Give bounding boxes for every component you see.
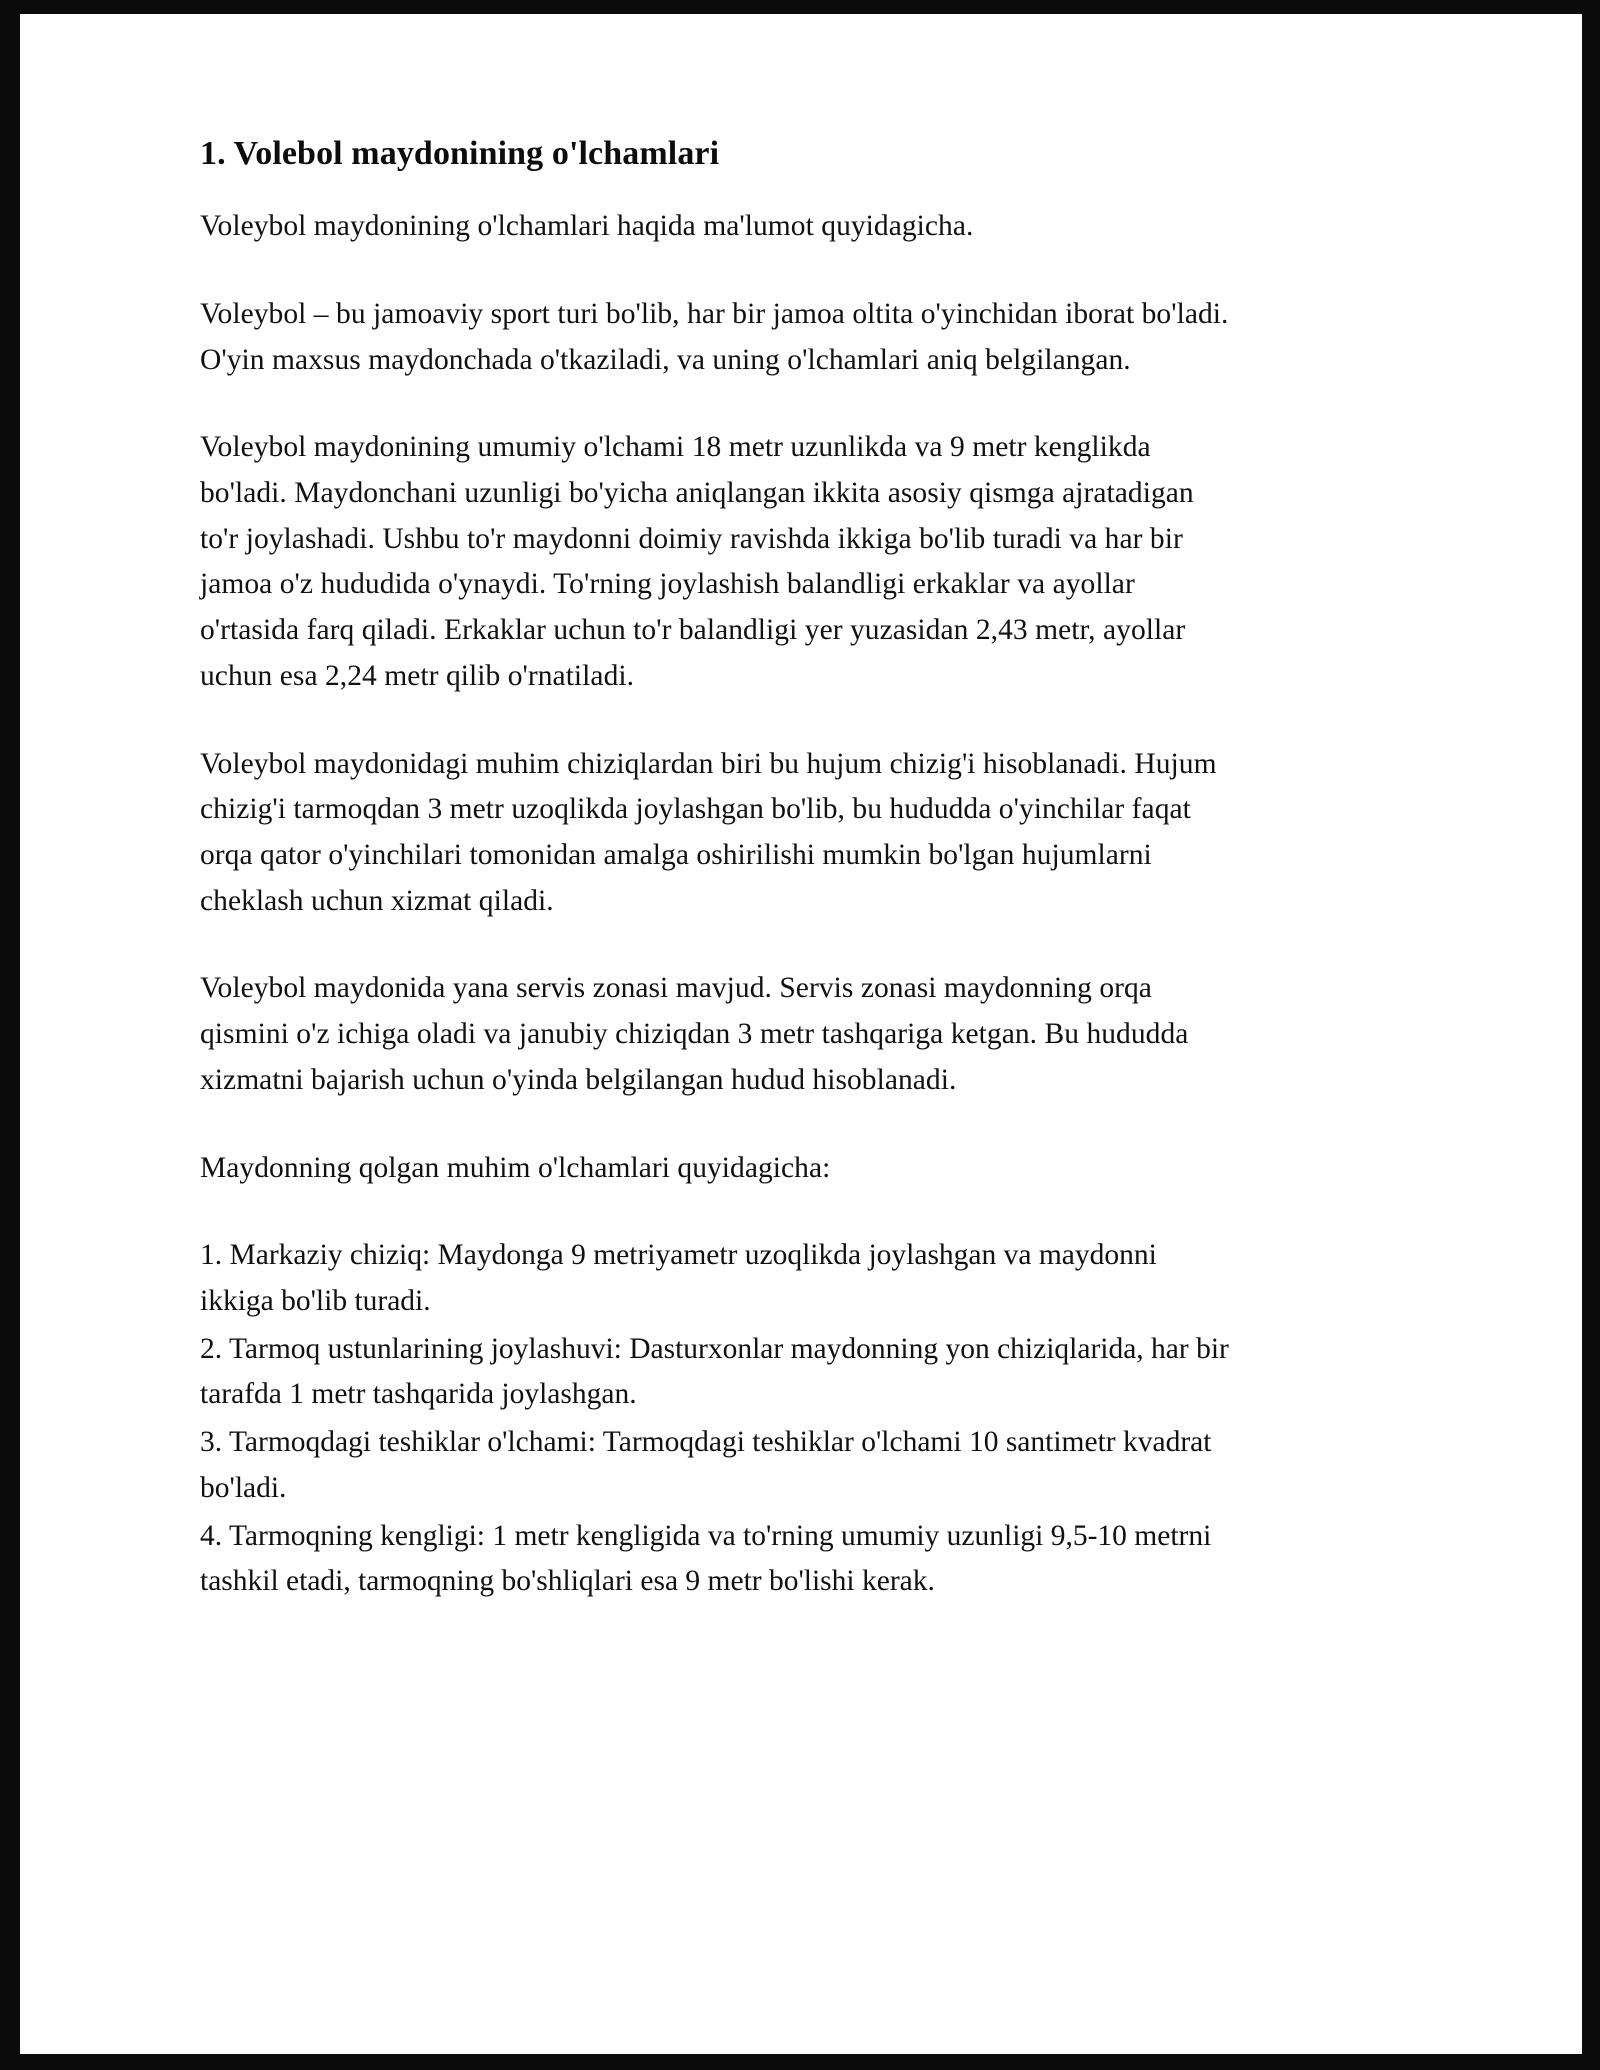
paragraph-list-lead-in: Maydonning qolgan muhim o'lchamlari quyidagicha: xyxy=(200,1151,831,1184)
measurements-list xyxy=(200,1233,1230,1605)
list-item: 2. Tarmoq ustunlarining joylashuvi: Dasturxonlar maydonning yon chiziqlarida, har bir tarafda 1 metr tashqarida joylashgan. xyxy=(200,1332,1229,1411)
document-page xyxy=(20,14,1582,2054)
paragraph-intro: Voleybol maydonining o'lchamlari haqida ma'lumot quyidagicha. xyxy=(200,210,974,243)
paragraph-attack-line: Voleybol maydonidagi muhim chiziqlardan biri bu hujum chizig'i hisoblanadi. Hujum chizig'i tarmoqdan 3 metr uzoqlikda joylashgan bo'lib, bu hududda o'yinchilar faqat orqa qator o'yinchilari tomonidan amalga oshirilishi mumkin bo'lgan hujumlarni cheklash uchun xizmat qiladi. xyxy=(200,747,1217,917)
list-item: 1. Markaziy chiziq: Maydonga 9 metriyametr uzoqlikda joylashgan va maydonni ikkiga bo'lib turadi. xyxy=(200,1239,1157,1318)
list-item: 4. Tarmoqning kengligi: 1 metr kengligida va to'rning umumiy uzunligi 9,5-10 metrni tashkil etadi, tarmoqning bo'shliqlari esa 9 metr bo'lishi kerak. xyxy=(200,1519,1212,1598)
paragraph-court-dimensions: Voleybol maydonining umumiy o'lchami 18 metr uzunlikda va 9 metr kenglikda bo'ladi. Maydonchani uzunligi bo'yicha aniqlangan ikkita asosiy qismga ajratadigan to'r joylashadi. Ushbu to'r maydonni doimiy ravishda ikkiga bo'lib turadi va har bir jamoa o'z hududida o'ynaydi. To'rning joylashish balandligi erkaklar va ayollar o'rtasida farq qiladi. Erkaklar uchun to'r balandligi yer yuzasidan 2,43 metr, ayollar uchun esa 2,24 metr qilib o'rnatiladi. xyxy=(200,431,1194,692)
document-content xyxy=(200,134,1230,1607)
page-title: 1. Volebol maydonining o'lchamlari xyxy=(200,135,720,172)
list-item: 3. Tarmoqdagi teshiklar o'lchami: Tarmoqdagi teshiklar o'lchami 10 santimetr kvadrat bo'ladi. xyxy=(200,1426,1212,1504)
paragraph-definition: Voleybol – bu jamoaviy sport turi bo'lib, har bir jamoa oltita o'yinchidan iborat bo'ladi. O'yin maxsus maydonchada o'tkaziladi, va uning o'lchamlari aniq belgilangan. xyxy=(200,297,1229,376)
paragraph-service-zone: Voleybol maydonida yana servis zonasi mavjud. Servis zonasi maydonning orqa qismini o'z ichiga oladi va janubiy chiziqdan 3 metr tashqariga ketgan. Bu hududda xizmatni bajarish uchun o'yinda belgilangan hudud hisoblanadi. xyxy=(200,972,1189,1096)
